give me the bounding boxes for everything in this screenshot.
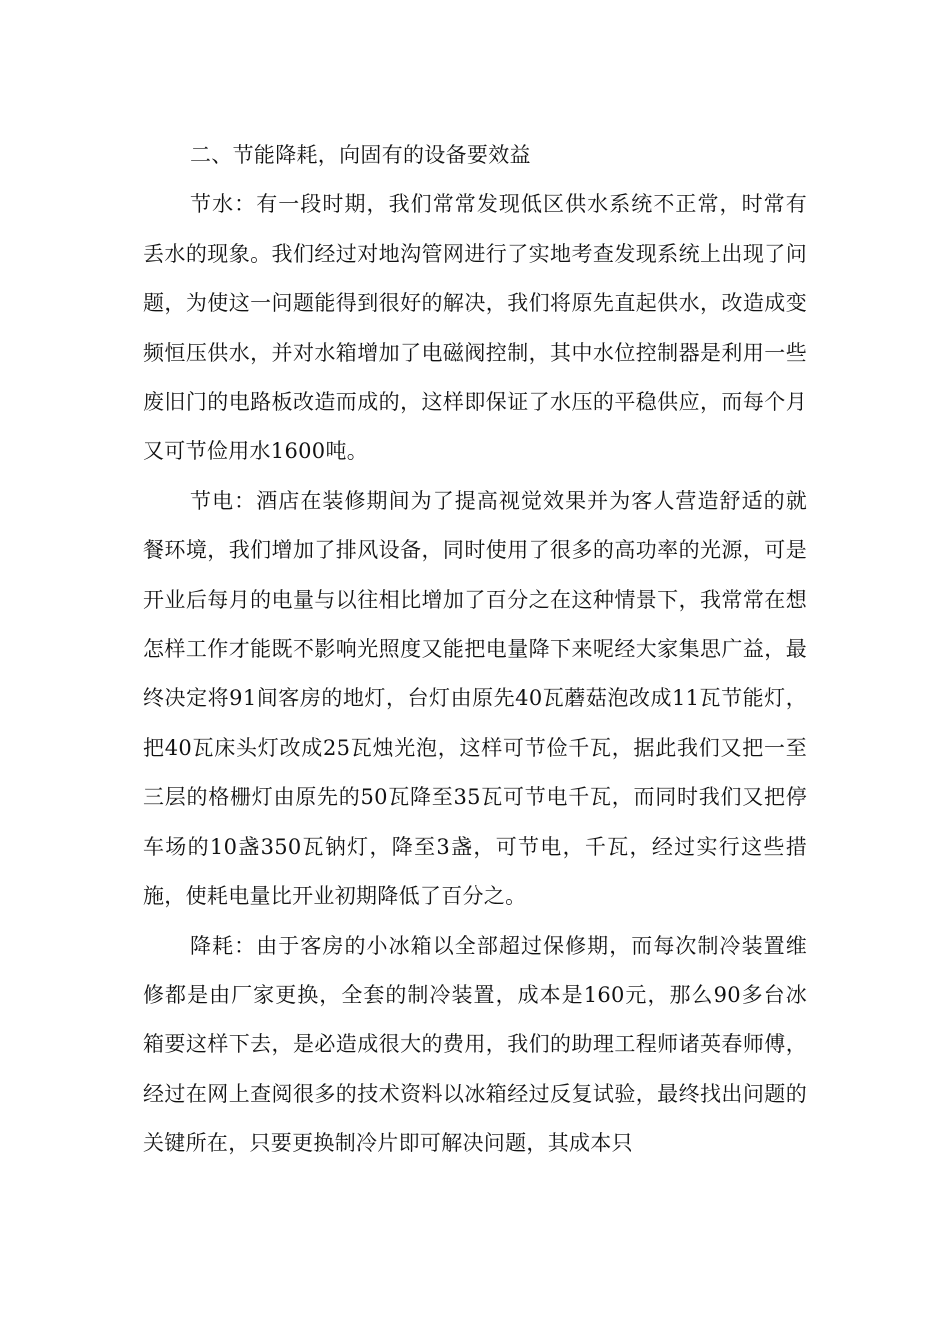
paragraph-consumption-reduction: 降耗：由于客房的小冰箱以全部超过保修期，而每次制冷装置维修都是由厂家更换，全套的制冷装置，成本是160元，那么90多台冰箱要这样下去，是必造成很大的费用，我们的助理工程师诸英春师傅，经过在网上查阅很多的技术资料以冰箱经过反复试验，最终找出问题的关键所在，只要更换制冷片即可解决问题，其成本只 — [143, 933, 807, 1156]
paragraph-water-saving: 节水：有一段时期，我们常常发现低区供水系统不正常，时常有丢水的现象。我们经过对地沟管网进行了实地考查发现系统上出现了问题，为使这一问题能得到很好的解决，我们将原先直起供水，改造成变频恒压供水，并对水箱增加了电磁阀控制，其中水位控制器是利用一些废旧门的电路板改造而成的，这样即保证了水压的平稳供应，而每个月又可节俭用水1600吨。 — [143, 192, 807, 464]
document-body — [143, 131, 807, 1169]
section-heading: 二、节能降耗，向固有的设备要效益 — [190, 143, 531, 167]
paragraph-electricity-saving: 节电：酒店在装修期间为了提高视觉效果并为客人营造舒适的就餐环境，我们增加了排风设备，同时使用了很多的高功率的光源，可是开业后每月的电量与以往相比增加了百分之在这种情景下，我常常在想怎样工作才能既不影响光照度又能把电量降下来呢经大家集思广益，最终决定将91间客房的地灯，台灯由原先40瓦蘑菇泡改成11瓦节能灯，把40瓦床头灯改成25瓦烛光泡，这样可节俭千瓦，据此我们又把一至三层的格栅灯由原先的50瓦降至35瓦可节电千瓦，而同时我们又把停车场的10盏350瓦钠灯，降至3盏，可节电，千瓦，经过实行这些措施，使耗电量比开业初期降低了百分之。 — [143, 488, 807, 909]
